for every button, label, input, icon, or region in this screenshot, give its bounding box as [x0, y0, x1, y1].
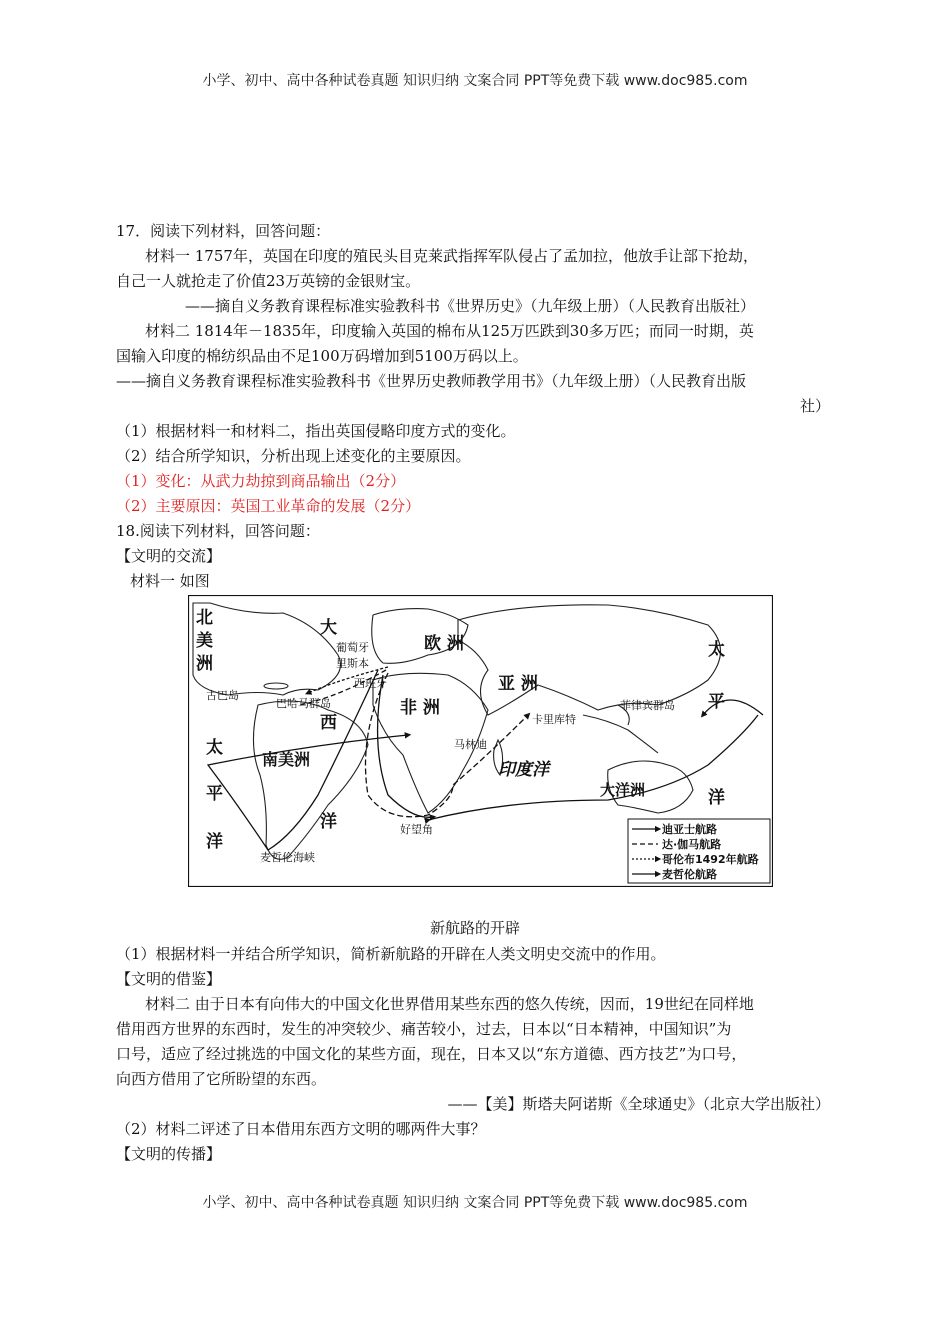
q18-material2-line3: 口号，适应了经过挑选的中国文化的某些方面，现在，日本又以“东方道德、西方技艺”为口号，: [116, 1045, 747, 1063]
q17-title: 17．阅读下列材料，回答问题：: [116, 222, 331, 240]
label-bahamas: 巴哈马群岛: [276, 697, 331, 710]
page-footer: 小学、初中、高中各种试卷真题 知识归纳 文案合同 PPT等免费下载 www.doc985.com: [202, 1195, 748, 1211]
label-indian-ocean: 印度洋: [498, 760, 549, 780]
q18-question1: （1）根据材料一并结合所学知识，简析新航路的开辟在人类文明史交流中的作用。: [116, 945, 666, 963]
q18-section-spread: 【文明的传播】: [116, 1145, 222, 1163]
label-pacific-right-3: 洋: [708, 788, 725, 808]
label-lisbon: 里斯本: [336, 657, 369, 670]
new-sea-routes-map: [188, 595, 773, 887]
label-pacific-right-2: 平: [708, 692, 725, 712]
q17-answer2: （2）主要原因：英国工业革命的发展（2分）: [116, 497, 421, 515]
label-xi: 西: [320, 713, 337, 733]
map-legend: [628, 819, 770, 883]
label-pacific-right-1: 太: [708, 640, 725, 660]
q17-material1-line2: 自己一人就抢走了价值23万英镑的金银财宝。: [116, 272, 421, 290]
q18-section-exchange: 【文明的交流】: [116, 547, 222, 565]
q17-material2-line2: 国输入印度的棉纺织品由不足100万码增加到5100万码以上。: [116, 347, 528, 365]
label-good-hope: 好望角: [400, 823, 433, 836]
legend-da-gama: 达·伽马航路: [662, 838, 722, 851]
map-caption: 新航路的开辟: [429, 919, 520, 937]
q18-material2-line1: 材料二 由于日本有向伟大的中国文化世界借用某些东西的悠久传统，因而，19世纪在同样地: [145, 995, 754, 1013]
legend-dias: 迪亚士航路: [662, 823, 717, 836]
q18-section-borrowing: 【文明的借鉴】: [116, 970, 222, 988]
label-south-america: 南美洲: [262, 750, 311, 769]
label-pacific-left-2: 平: [206, 784, 223, 804]
label-philippines: 菲律宾群岛: [620, 699, 675, 712]
label-cuba: 古巴岛: [206, 689, 239, 702]
q17-material2-source-line2: 社）: [799, 397, 830, 415]
q17-material1-source: ——摘自义务教育课程标准实验教科书《世界历史》（九年级上册）（人民教育出版社）: [185, 297, 756, 315]
label-europe: 欧 洲: [424, 634, 464, 654]
label-asia: 亚 洲: [498, 674, 538, 694]
q17-question1: （1）根据材料一和材料二，指出英国侵略印度方式的变化。: [116, 422, 516, 440]
q18-question2: （2）材料二评述了日本借用东西方文明的哪两件大事？: [116, 1120, 486, 1138]
label-malindi: 马林迪: [454, 738, 487, 751]
label-pacific-left-1: 太: [206, 738, 223, 758]
q17-material1-line1: 材料一 1757年，英国在印度的殖民头目克莱武指挥军队侵占了孟加拉，他放手让部下抢劫，: [145, 247, 758, 265]
page-header: 小学、初中、高中各种试卷真题 知识归纳 文案合同 PPT等免费下载 www.doc985.com: [202, 73, 748, 89]
label-portugal: 葡萄牙: [336, 641, 369, 654]
q18-material1-label: 材料一 如图: [130, 572, 210, 590]
q18-material2-line4: 向西方借用了它所盼望的东西。: [116, 1070, 327, 1088]
label-spain: 西班牙: [354, 677, 387, 690]
label-atlantic-yang: 洋: [320, 812, 337, 832]
label-north-america-3: 洲: [196, 654, 213, 674]
q18-material2-line2: 借用西方世界的东西时，发生的冲突较少、痛苦较小，过去，日本以“日本精神，中国知识”为: [116, 1020, 732, 1038]
label-calicut: 卡里库特: [532, 713, 576, 726]
label-north-america-1: 北: [196, 608, 213, 628]
q17-material2-line1: 材料二 1814年－1835年，印度输入英国的棉布从125万匹跌到30多万匹；而同一时期，英: [145, 322, 754, 340]
label-pacific-left-3: 洋: [206, 832, 223, 852]
legend-columbus: 哥伦布1492年航路: [662, 853, 759, 866]
label-africa: 非 洲: [400, 698, 440, 718]
q17-question2: （2）结合所学知识，分析出现上述变化的主要原因。: [116, 447, 471, 465]
label-north-america-2: 美: [196, 631, 213, 651]
label-oceania: 大洋洲: [600, 781, 646, 799]
q18-title: 18.阅读下列材料，回答问题：: [116, 522, 320, 540]
q17-answer1: （1）变化：从武力劫掠到商品输出（2分）: [116, 472, 406, 490]
label-magellan-strait: 麦哲伦海峡: [260, 851, 315, 864]
legend-magellan: 麦哲伦航路: [662, 868, 717, 881]
q17-material2-source-line1: ——摘自义务教育课程标准实验教科书《世界历史教师教学用书》（九年级上册）（人民教育出版: [116, 372, 747, 390]
label-da: 大: [320, 618, 337, 638]
q18-material2-source: ——【美】斯塔夫阿诺斯《全球通史》（北京大学出版社）: [447, 1095, 830, 1113]
